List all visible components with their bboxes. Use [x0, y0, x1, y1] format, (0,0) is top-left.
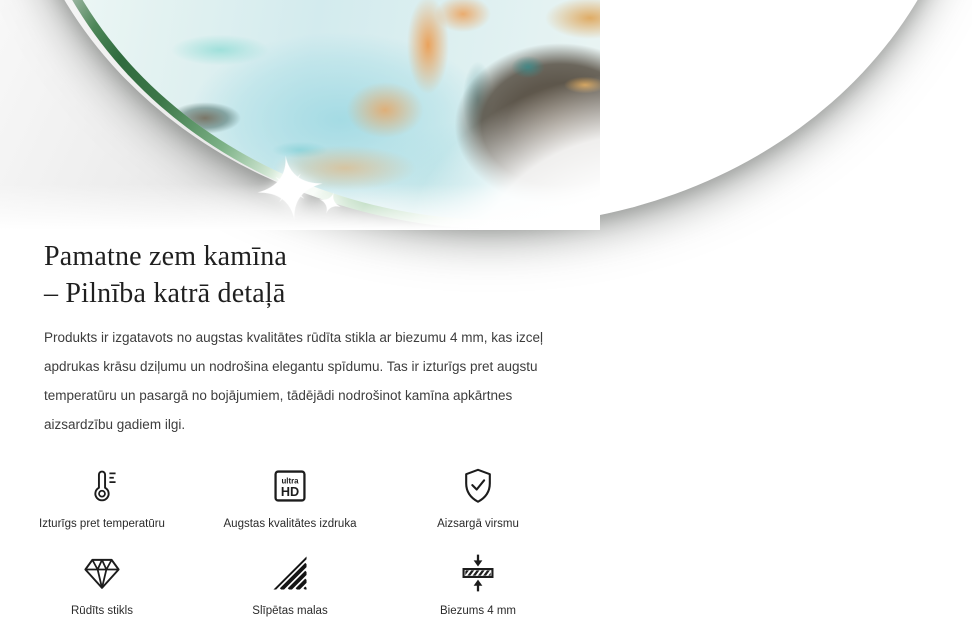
feature-label: Izturīgs pret temperatūru: [39, 518, 165, 530]
diamond-icon: [81, 550, 123, 596]
hd-text: HD: [280, 485, 300, 500]
feature-print-quality: [196, 463, 384, 530]
feature-tempered-glass: [8, 550, 196, 617]
feature-protects-surface: [384, 463, 572, 530]
thermometer-icon: [81, 463, 123, 509]
feature-label: Biezums 4 mm: [439, 605, 517, 617]
feature-label: Augstas kvalitātes izdruka: [223, 518, 357, 530]
ultra-text: ultra: [281, 476, 299, 486]
page-title-line2: – Pilnība katrā detaļā: [44, 278, 286, 309]
feature-grid: [0, 463, 600, 617]
feature-label: Aizsargā virsmu: [437, 518, 519, 530]
feature-polished-edges: [196, 550, 384, 617]
page-title-line1: Pamatne zem kamīna: [44, 241, 288, 272]
feature-thickness: [384, 550, 572, 617]
feature-label: Rūdīts stikls: [71, 605, 133, 617]
product-description: Produkts ir izgatavots no augstas kvalitātes rūdīta stikla ar biezumu 4 mm, kas izceļ apdrukas krāsu dziļumu un nodrošina elegantu spīdumu. Tas ir izturīgs pret augstu temperatūru un pasargā no bojājumiem, tādējādi nodrošinot kamīna apkārtnes aizsardzību gadiem ilgi.: [44, 330, 543, 432]
feature-temperature: [8, 463, 196, 530]
shield-check-icon: [457, 463, 499, 509]
hero-product-image: [0, 0, 600, 230]
beveled-edge-icon: [269, 550, 311, 596]
ultra-hd-icon: [269, 463, 311, 509]
feature-label: Slīpētas malas: [252, 605, 328, 617]
thickness-icon: [457, 550, 499, 596]
page-title: [44, 238, 556, 312]
sparkle-icon: [250, 148, 329, 227]
